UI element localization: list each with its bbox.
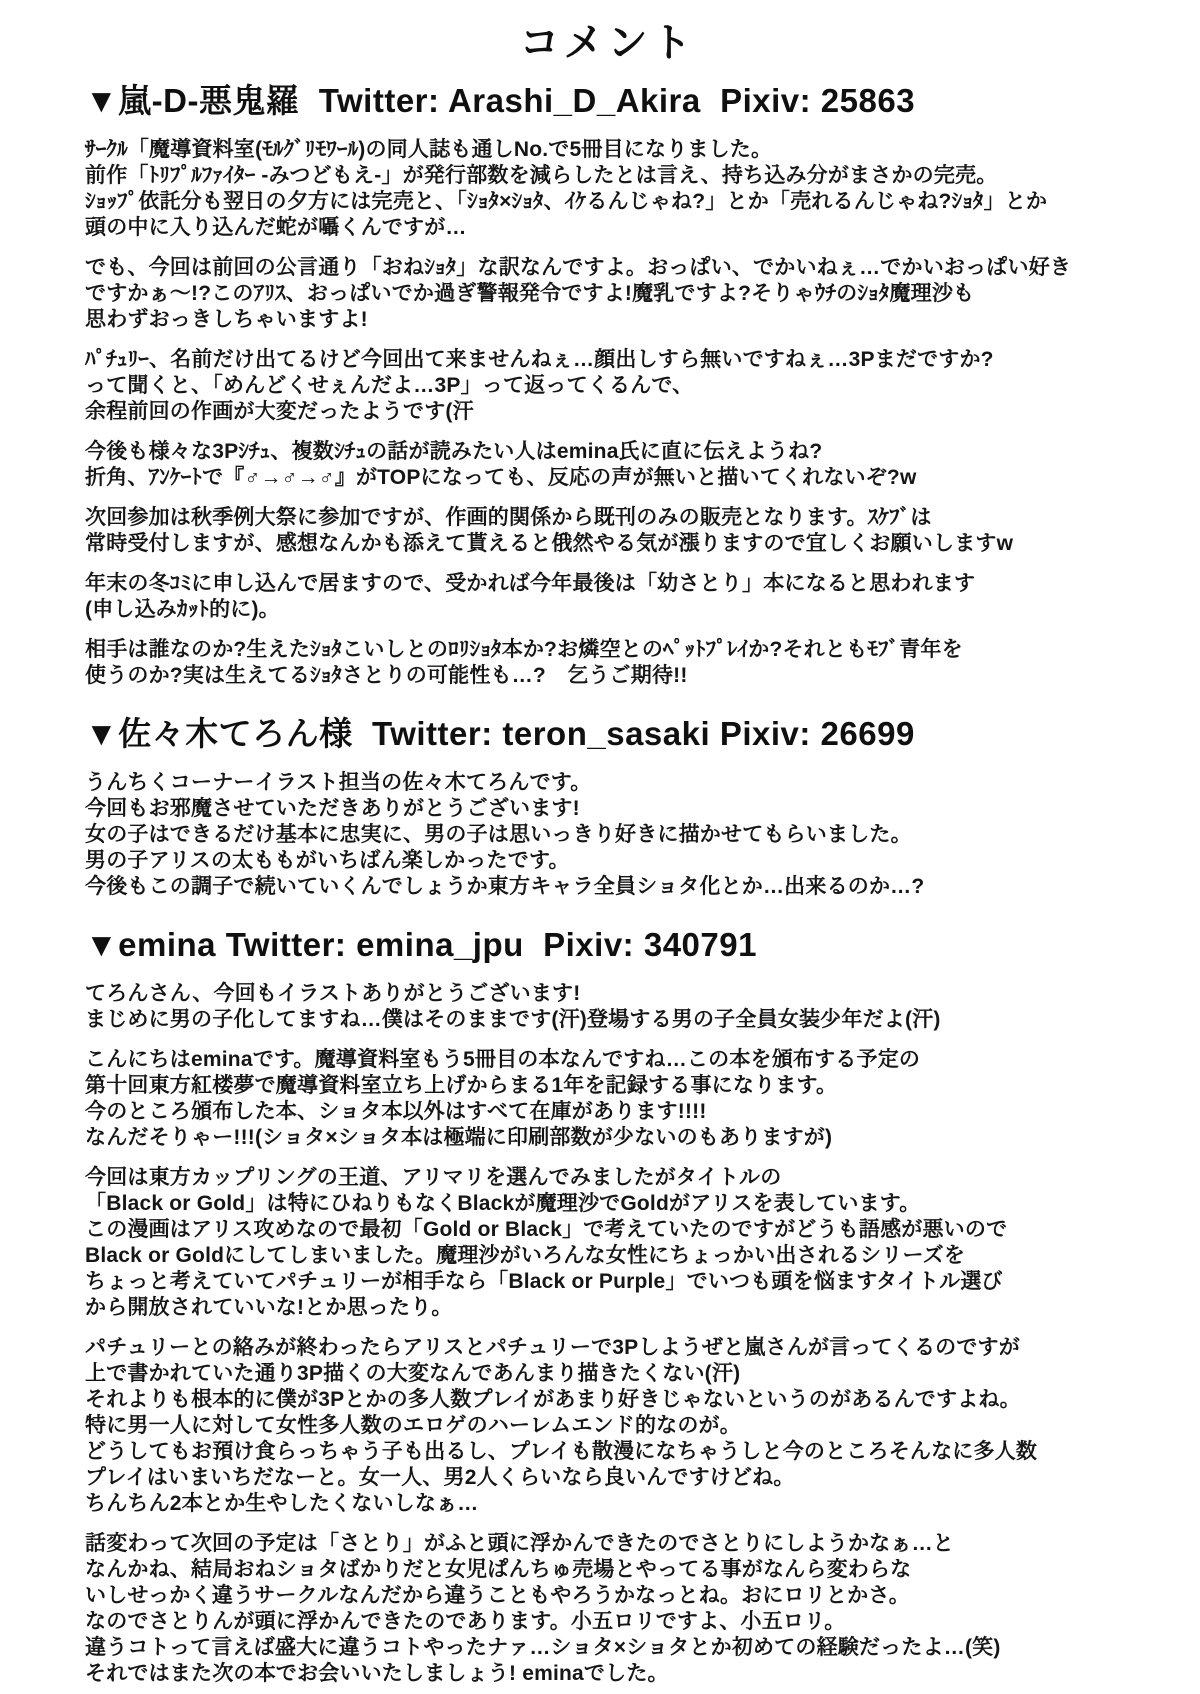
- text-line: 相手は誰なのか?生えたｼｮﾀこいしとのﾛﾘｼｮﾀ本か?お燐空とのﾍﾟｯﾄﾌﾟﾚｲか?それともﾓﾌﾞ青年を: [85, 638, 963, 661]
- text-line: 頭の中に入り込んだ蛇が囁くんですが…: [85, 216, 467, 239]
- text-line: うんちくコーナーイラスト担当の佐々木てろんです。: [85, 771, 592, 794]
- text-line: 次回参加は秋季例大祭に参加ですが、作画的関係から既刊のみの販売となります。ｽｹﾌﾞは: [85, 506, 932, 529]
- text-line: Black or Goldにしてしまいました。魔理沙がいろんな女性にちょっかい出されるシリーズを: [85, 1244, 966, 1267]
- section-heading: ▼嵐-D-悪鬼羅 Twitter: Arashi_D_Akira Pixiv: 25863: [85, 82, 916, 119]
- author-section: [85, 924, 1130, 1687]
- text-line: 第十回東方紅楼夢で魔導資料室立ち上げからまる1年を記録する事になります。: [85, 1074, 838, 1097]
- text-line: 今後もこの調子で続いていくんでしょうか東方キャラ全員ショタ化とか…出来るのか…?: [85, 875, 925, 898]
- text-line: 今回もお邪魔させていただきありがとうございます!: [85, 797, 580, 820]
- author-section: [85, 80, 1130, 689]
- text-line: いしせっかく違うサークルなんだから違うこともやろうかなっとね。おにロリとかさ。: [85, 1584, 910, 1607]
- text-line: って聞くと、「めんどくせぇんだよ…3P」って返ってくるんで、: [85, 374, 694, 397]
- paragraph: [85, 981, 1130, 1033]
- text-line: 使うのか?実は生えてるｼｮﾀさとりの可能性も…? 乞うご期待!!: [85, 664, 688, 687]
- paragraph: [85, 255, 1130, 333]
- text-line: この漫画はアリス攻めなので最初「Gold or Black」で考えていたのですがどうも語感が悪いので: [85, 1218, 1008, 1241]
- text-line: から開放されていいな!とか思ったり。: [85, 1296, 453, 1319]
- paragraph: [85, 347, 1130, 425]
- author-section: [85, 713, 1130, 900]
- text-line: パチュリーとの絡みが終わったらアリスとパチュリーで3Pしようぜと嵐さんが言ってくるのですが: [85, 1336, 1020, 1359]
- paragraph: [85, 637, 1130, 689]
- paragraph: [85, 505, 1130, 557]
- text-line: 前作「ﾄﾘﾌﾟﾙﾌｧｲﾀｰ -みつどもえ-」が発行部数を減らしたとは言え、持ち込み分がまさかの完売。: [85, 164, 998, 187]
- text-line: どうしてもお預け食らっちゃう子も出るし、プレイも散漫になちゃうしと今のところそんなに多人数: [85, 1440, 1038, 1463]
- text-line: でも、今回は前回の公言通り「おねｼｮﾀ」な訳なんですよ。おっぱい、でかいねぇ…でかいおっぱい好き: [85, 256, 1072, 279]
- paragraph: [85, 571, 1130, 623]
- text-line: (申し込みｶｯﾄ的に)。: [85, 598, 280, 621]
- paragraph: [85, 1047, 1130, 1151]
- text-line: ですかぁ〜!?このｱﾘｽ、おっぱいでか過ぎ警報発令ですよ!魔乳ですよ?そりゃｳﾁのｼｮﾀ魔理沙も: [85, 282, 975, 305]
- text-line: ﾊﾟﾁｭﾘｰ、名前だけ出てるけど今回出て来ませんねぇ…顔出しすら無いですねぇ…3Pまだですか?: [85, 348, 994, 371]
- paragraph: [85, 137, 1130, 241]
- text-line: 今のところ頒布した本、ショタ本以外はすべて在庫があります!!!!: [85, 1100, 707, 1123]
- text-line: 今後も様々な3Pｼﾁｭ、複数ｼﾁｭの話が読みたい人はemina氏に直に伝えようね?: [85, 440, 823, 463]
- text-line: なのでさとりんが頭に浮かんできたのであります。小五ロリですよ、小五ロリ。: [85, 1610, 846, 1633]
- text-line: ｻｰｸﾙ「魔導資料室(ﾓﾙｸﾞﾘﾓﾜｰﾙ)の同人誌も通しNo.で5冊目になりました。: [85, 138, 773, 161]
- sections-container: [85, 80, 1130, 1687]
- text-line: なんだそりゃー!!!(ショタ×ショタ本は極端に印刷部数が少ないのもありますが): [85, 1126, 833, 1149]
- text-line: 話変わって次回の予定は「さとり」がふと頭に浮かんできたのでさとりにしようかなぁ…と: [85, 1532, 954, 1555]
- text-line: てろんさん、今回もイラストありがとうございます!: [85, 982, 581, 1005]
- text-line: 「Black or Gold」は特にひねりもなくBlackが魔理沙でGoldがアリスを表しています。: [85, 1192, 921, 1215]
- paragraph: [85, 770, 1130, 900]
- paragraph: [85, 439, 1130, 491]
- text-line: 余程前回の作画が大変だったようです(汗: [85, 400, 474, 423]
- text-line: ちょっと考えていてパチュリーが相手なら「Black or Purple」でいつも頭を悩ますタイトル選び: [85, 1270, 1003, 1293]
- section-heading: ▼emina Twitter: emina_jpu Pixiv: 340791: [85, 926, 757, 963]
- text-line: 今回は東方カップリングの王道、アリマリを選んでみましたがタイトルの: [85, 1166, 782, 1189]
- text-line: こんにちはeminaです。魔導資料室もう5冊目の本なんですね…この本を頒布する予定の: [85, 1048, 921, 1071]
- text-line: ちんちん2本とか生やしたくないしなぁ…: [85, 1492, 479, 1515]
- text-line: 上で書かれていた通り3P描くの大変なんであんまり描きたくない(汗): [85, 1362, 741, 1385]
- section-heading: ▼佐々木てろん様 Twitter: teron_sasaki Pixiv: 26699: [85, 715, 915, 752]
- text-line: 折角、ｱﾝｹｰﾄで『♂→♂→♂』がTOPになっても、反応の声が無いと描いてくれないぞ?w: [85, 466, 917, 489]
- text-line: 違うコトって言えば盛大に違うコトやったナァ…ショタ×ショタとか初めての経験だったよ…(笑): [85, 1636, 1001, 1659]
- text-line: それよりも根本的に僕が3Pとかの多人数プレイがあまり好きじゃないというのがあるんですよね。: [85, 1388, 1021, 1411]
- text-line: 男の子アリスの太ももがいちばん楽しかったです。: [85, 849, 570, 872]
- text-line: 思わずおっきしちゃいますよ!: [85, 308, 368, 331]
- text-line: 女の子はできるだけ基本に忠実に、男の子は思いっきり好きに描かせてもらいました。: [85, 823, 912, 846]
- text-line: 常時受付しますが、感想なんかも添えて貰えると俄然やる気が漲りますので宜しくお願いしますw: [85, 532, 1014, 555]
- text-line: プレイはいまいちだなーと。女一人、男2人くらいなら良いんですけどね。: [85, 1466, 795, 1489]
- paragraph: [85, 1165, 1130, 1321]
- text-line: まじめに男の子化してますね…僕はそのままです(汗)登場する男の子全員女装少年だよ(汗): [85, 1008, 941, 1031]
- text-line: 年末の冬ｺﾐに申し込んで居ますので、受かれば今年最後は「幼さとり」本になると思われます: [85, 572, 976, 595]
- text-line: それではまた次の本でお会いいたしましょう! eminaでした。: [85, 1662, 669, 1685]
- page-title: コメント: [519, 21, 696, 65]
- text-line: 特に男一人に対して女性多人数のエロゲのハーレムエンド的なのが。: [85, 1414, 741, 1437]
- text-line: なんかね、結局おねショタばかりだと女児ぱんちゅ売場とやってる事がなんら変わらな: [85, 1558, 912, 1581]
- text-line: ｼｮｯﾌﾟ依託分も翌日の夕方には完売と、「ｼｮﾀ×ｼｮﾀ、ｲｹるんじゃね?」とか「売れるんじゃね?ｼｮﾀ」とか: [85, 190, 1048, 213]
- paragraph: [85, 1531, 1130, 1687]
- paragraph: [85, 1335, 1130, 1517]
